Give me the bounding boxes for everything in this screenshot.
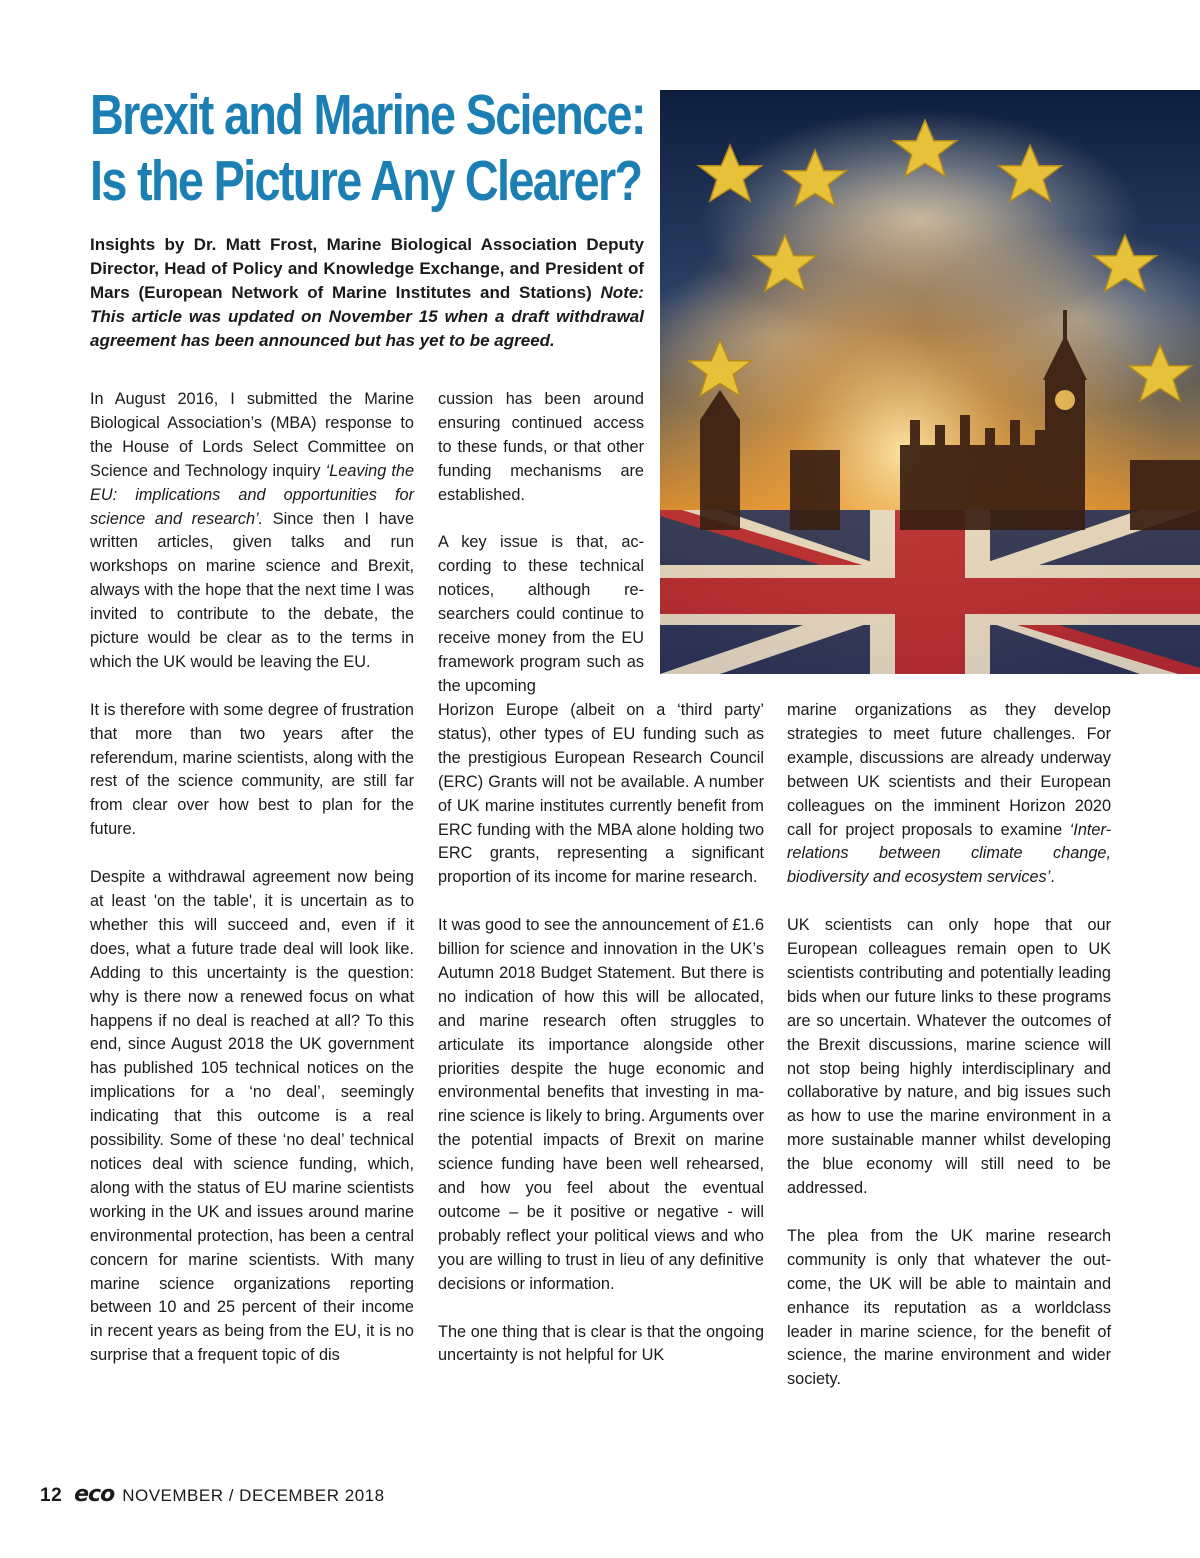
column-3: [787, 699, 1111, 1392]
hero-image: [660, 90, 1200, 674]
paragraph-6: The one thing that is clear is that the ongoing uncertainty is not helpful for UK: [438, 1322, 764, 1365]
paragraph-5: It was good to see the announcement of £1.6 billion for science and innovation in the UK’s Autumn 2018 Budget Statement. But there is no indication of how this will be allocated, and marine research often struggles to articulate its importance alongside other priorities despite the huge economic and environmental benefits that investing in marine science is likely to bring. Arguments over the potential impacts of Brexit on marine science funding have been well rehearsed, and how you feel about the eventual outcome – be it positive or negative - will probably reflect your political views and who you are willing to trust in lieu of any definitive decisions or information.: [438, 916, 764, 1293]
title-line-2: Is the Picture Any Clearer?: [90, 149, 642, 213]
paragraph-1: [90, 388, 414, 675]
paragraph-7: UK scientists can only hope that our European colleagues remain open to UK scientists contributing and potentially leading bids when our future links to these programs are so uncertain. Whatever the outcomes of the Brexit discussions, marine science will not stop being highly interdisciplinary and collaborative by nature, and big issues such as how to use the marine environment in a more sustainable manner whilst developing the blue economy will still need to be addressed.: [787, 916, 1111, 1198]
page-footer: [40, 1482, 385, 1507]
call-title: ‘Inter-relations between climate change, biodiversity and ecosystem services’: [787, 820, 1111, 887]
paragraph-4: A key issue is that, according to these technical notices, although researchers could continue to receive money from the EU framework program such as the upcoming: [438, 533, 644, 695]
column-1: [90, 388, 414, 1368]
paragraph-6-text: marine organizations as they develop strategies to meet future challenges. For example, discussions are already underway between UK scientists and their European colleagues on the imminent Horizon 2020 call for project proposals to examine: [787, 701, 1111, 839]
article-deck: [90, 233, 644, 353]
column-2: [438, 699, 764, 1368]
update-note: Note: This article was updated on November 15 when a draft withdrawal agreement has been announced but has yet to be agreed.: [90, 283, 644, 350]
page-number: 12: [40, 1485, 63, 1506]
paragraph-2: It is therefore with some degree of frustration that more than two years after the referendum, marine scientists, along with the rest of the science community, are still far from clear over how best to plan for the future.: [90, 700, 414, 839]
paragraph-6-end: .: [1050, 868, 1055, 887]
article-title: [90, 82, 645, 214]
issue-date: NOVEMBER / DECEMBER 2018: [122, 1486, 385, 1505]
paragraph-1-text-end: Since then I have written articles, given talks and run workshops on marine science and Brexit, always with the hope that the next time I was invited to contribute to the debate, the picture would be clear as to the terms in which the UK would be leaving the EU.: [90, 509, 414, 671]
byline: Insights by Dr. Matt Frost, Marine Biological Association Deputy Director, Head of Policy and Knowledge Exchange, and President of Mars (European Network of Marine Institutes and Stations): [90, 235, 644, 302]
paragraph-3: Despite a withdrawal agreement now being at least 'on the table', it is uncertain as to whether this will succeed and, even if it does, what a future trade deal will look like. Adding to this uncertainty is the question: why is there now a renewed focus on what happens if no deal is reached at all? To this end, since August 2018 the UK government has published 105 technical notices on the implications for a ‘no deal’, seemingly indicating that this outcome is a real possibility. Some of these ‘no deal’ technical notices deal with science funding, which, along with the status of EU marine scientists working in the UK and issues around marine environmental protection, has been a central concern for marine scientists. With many marine science organizations reporting between 10 and 25 percent of their income in recent years as being from the EU, it is no surprise that a frequent topic of dis: [90, 868, 414, 1365]
magazine-logo: eco: [74, 1482, 115, 1507]
paragraph-6-continued: [787, 699, 1111, 890]
eu-brexit-illustration: [660, 90, 1200, 674]
column-2-top: [438, 388, 644, 699]
title-line-1: Brexit and Marine Science:: [90, 83, 645, 147]
paragraph-8: The plea from the UK marine research community is only that whatever the outcome, the UK will be able to maintain and enhance its reputation as a worldclass leader in marine science, for the benefit of science, the marine environment and wider society.: [787, 1226, 1111, 1389]
paragraph-4-continued: Horizon Europe (albeit on a ‘third party’ status), other types of EU funding such as the prestigious European Research Council (ERC) Grants will not be available. A number of UK marine institutes currently benefit from ERC funding with the MBA alone holding two ERC grants, representing a significant proportion of its income for marine research.: [438, 701, 764, 887]
paragraph-1-text: In August 2016, I submitted the Marine Biological Association’s (MBA) response to the House of Lords Select Committee on Science and Technology inquiry: [90, 390, 414, 480]
paragraph-3-continued: cussion has been around ensuring continued access to these funds, or that other funding mechanisms are established.: [438, 390, 644, 504]
inquiry-title: ‘Leaving the EU: implications and opportunities for science and research’.: [90, 461, 414, 528]
